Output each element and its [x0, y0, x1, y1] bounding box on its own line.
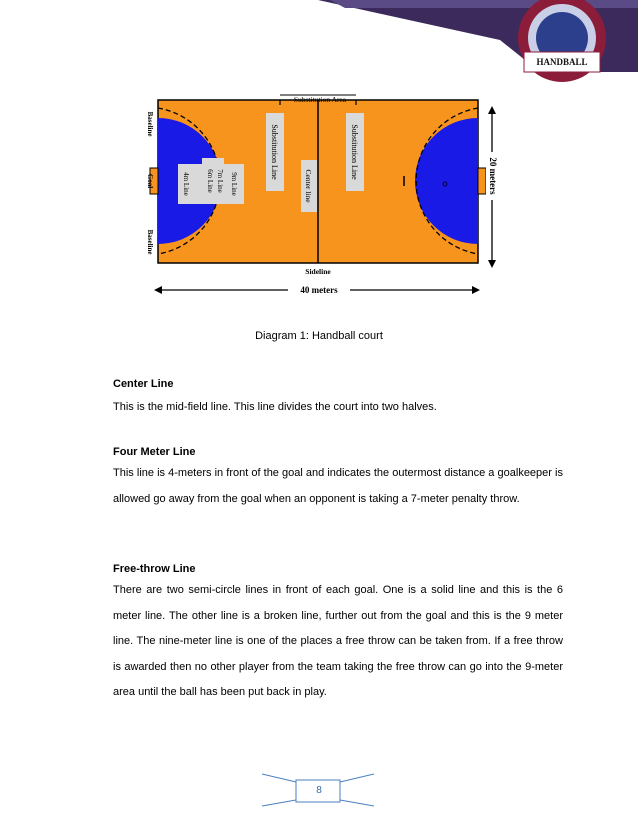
footer-decor-line-bl — [262, 800, 296, 806]
width-arrow-right — [472, 286, 480, 294]
section-title-four-meter-line: Four Meter Line — [113, 446, 196, 458]
section-text-four-meter-line: This line is 4-meters in front of the goal and indicates the outermost distance a goalkeeper is allowed go away from the goal when an opponent is taking a 7-meter penalty throw. — [113, 467, 563, 505]
substitution-line-right-label: Substitution Line — [350, 124, 359, 180]
goal-label: Goal — [146, 173, 154, 189]
footer-decor-line-tr — [340, 774, 374, 782]
header-decoration — [0, 0, 638, 90]
goal-right — [478, 168, 486, 194]
height-arrow-bottom — [488, 260, 496, 268]
substitution-line-left-label: Substitution Line — [270, 124, 279, 180]
width-label: 40 meters — [300, 285, 338, 295]
nine-m-line-label: 9m Line — [230, 172, 238, 196]
four-m-line-label: 4m Line — [182, 172, 190, 196]
six-m-line-label: 6m Line — [206, 169, 214, 193]
sideline-label: Sideline — [305, 267, 331, 276]
height-label: 20 meters — [487, 157, 498, 195]
substitution-area-label: Substitution Area — [293, 95, 347, 104]
center-line-label: Center line — [304, 169, 313, 203]
footer-decor-line-br — [340, 800, 374, 806]
header-label: HANDBALL — [536, 57, 588, 67]
baseline-bottom-label: Baseline — [146, 229, 154, 255]
baseline-top-label: Baseline — [146, 111, 154, 137]
width-arrow-left — [154, 286, 162, 294]
height-arrow-top — [488, 106, 496, 114]
section-text-center-line: This is the mid-field line. This line divides the court into two halves. — [113, 401, 437, 413]
section-text-free-throw-line: There are two semi-circle lines in front of each goal. One is a solid line and this is the 6 meter line. The other line is a broken line, further out from the goal and this is the 9 meter line. The nine-meter line is one of the places a free throw can be taken from. If a free throw is awarded then no other player from the team taking the free throw can go into the 9-meter area until the ball has been put back in play. — [113, 584, 563, 698]
section-title-center-line: Center Line — [113, 378, 174, 390]
page-number: 8 — [316, 785, 322, 796]
section-title-free-throw-line: Free-throw Line — [113, 563, 196, 575]
handball-court-diagram — [140, 88, 505, 310]
diagram-caption: Diagram 1: Handball court — [255, 330, 383, 342]
seven-m-line-label: 7m Line — [216, 169, 224, 193]
footer-decor-line-tl — [262, 774, 296, 782]
